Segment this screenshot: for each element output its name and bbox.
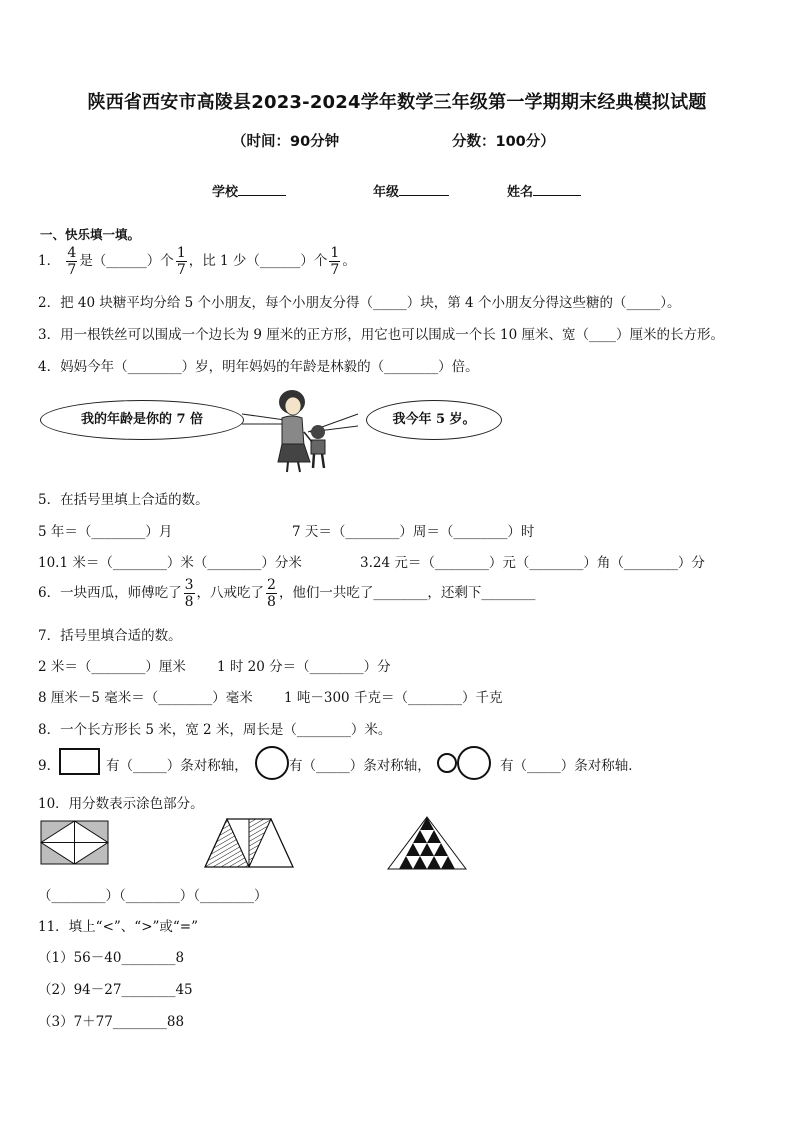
grade-label: 年级 (373, 185, 400, 200)
name-field (507, 181, 581, 200)
question-5d: 3.24 元＝（________）元（________）角（________）分 (360, 555, 705, 571)
exam-time: （时间：90分钟 (232, 134, 340, 150)
question-7d: 1 吨－300 千克＝（________）千克 (284, 690, 503, 706)
exam-score: 分数：100分） (452, 134, 555, 150)
question-7b: 1 时 20 分＝（________）分 (217, 659, 391, 675)
q6-text-2: ，八戒吃了 (196, 585, 265, 601)
question-1 (38, 245, 356, 278)
question-5-heading: 5．在括号里填上合适的数。 (38, 492, 209, 508)
question-8: 8．一个长方形长 5 米，宽 2 米，周长是（________）米。 (38, 722, 392, 738)
grade-blank[interactable] (399, 183, 449, 196)
q1-number: 1． (38, 253, 61, 269)
question-10-answers: （________）（________）（________） (38, 888, 268, 904)
name-blank[interactable] (533, 183, 581, 196)
speech-bubble-right: 我今年 5 岁。 (366, 400, 502, 440)
q1-text-2: ，比 1 少（______）个 (188, 253, 328, 269)
question-5b: 7 天＝（________）周＝（________）时 (292, 524, 535, 540)
speech-bubble-left: 我的年龄是你的 7 倍 (40, 400, 244, 440)
question-5a: 5 年＝（________）月 (38, 524, 173, 540)
question-11-item-2: （2）94－27________45 (38, 982, 193, 998)
question-11-item-3: （3）7＋77________88 (38, 1014, 185, 1030)
question-9c: 有（_____）条对称轴． (500, 758, 642, 774)
question-3: 3．用一根铁丝可以围成一个边长为 9 厘米的正方形，用它也可以围成一个长 10 厘米、宽（____）厘米的长方形。 (38, 327, 725, 343)
q1-text-1: 是（______）个 (79, 253, 174, 269)
question-2: 2．把 40 块糖平均分给 5 个小朋友，每个小朋友分得（_____）块，第 4 个小朋友分得这些糖的（_____）。 (38, 295, 681, 311)
question-7a: 2 米＝（________）厘米 (38, 659, 186, 675)
question-9a: 有（_____）条对称轴， (106, 758, 248, 774)
question-7-heading: 7．括号里填合适的数。 (38, 628, 182, 644)
q6-text-3: ，他们一共吃了________，还剩下________ (278, 585, 536, 601)
name-label: 姓名 (507, 185, 534, 200)
question-9b: 有（_____）条对称轴， (289, 758, 431, 774)
triangle-grid-figure (386, 815, 468, 871)
school-label: 学校 (212, 185, 239, 200)
question-11-item-1: （1）56－40________8 (38, 950, 185, 966)
question-7c: 8 厘米－5 毫米＝（________）毫米 (38, 690, 253, 706)
shaded-trapezoid-figure (203, 817, 295, 869)
question-11-heading: 11．填上“<”、“>”或“=” (38, 919, 199, 935)
question-10-heading: 10．用分数表示涂色部分。 (38, 796, 204, 812)
section-heading: 一、快乐填一填。 (40, 227, 141, 242)
q6-fraction-2: $\frac{2}{8}$ (267, 577, 276, 610)
two-circles-shape (436, 745, 496, 781)
question-6 (38, 577, 535, 610)
grade-field (373, 181, 449, 200)
q1-fraction-3: $\frac{1}{7}$ (330, 245, 340, 278)
question-9-number: 9． (38, 758, 61, 774)
rectangle-shape (59, 748, 101, 776)
circle-shape (254, 745, 292, 781)
q6-fraction-1: $\frac{3}{8}$ (184, 577, 194, 610)
page-title: 陕西省西安市高陵县2023-2024学年数学三年级第一学期期末经典模拟试题 (87, 92, 707, 113)
question-5c: 10.1 米＝（________）米（________）分米 (38, 555, 302, 571)
school-blank[interactable] (238, 183, 286, 196)
q1-fraction-2: $\frac{1}{7}$ (176, 245, 186, 278)
q6-text-1: 6．一块西瓜，师傅吃了 (38, 585, 182, 601)
question-4: 4．妈妈今年（________）岁，明年妈妈的年龄是林毅的（________）倍。 (38, 359, 479, 375)
shaded-rectangle-figure (40, 820, 110, 866)
school-field (212, 181, 286, 200)
q1-fraction-1: $\frac{4}{7}$ (67, 245, 77, 278)
q1-text-3: 。 (342, 253, 356, 269)
mother-child-illustration (230, 388, 370, 476)
